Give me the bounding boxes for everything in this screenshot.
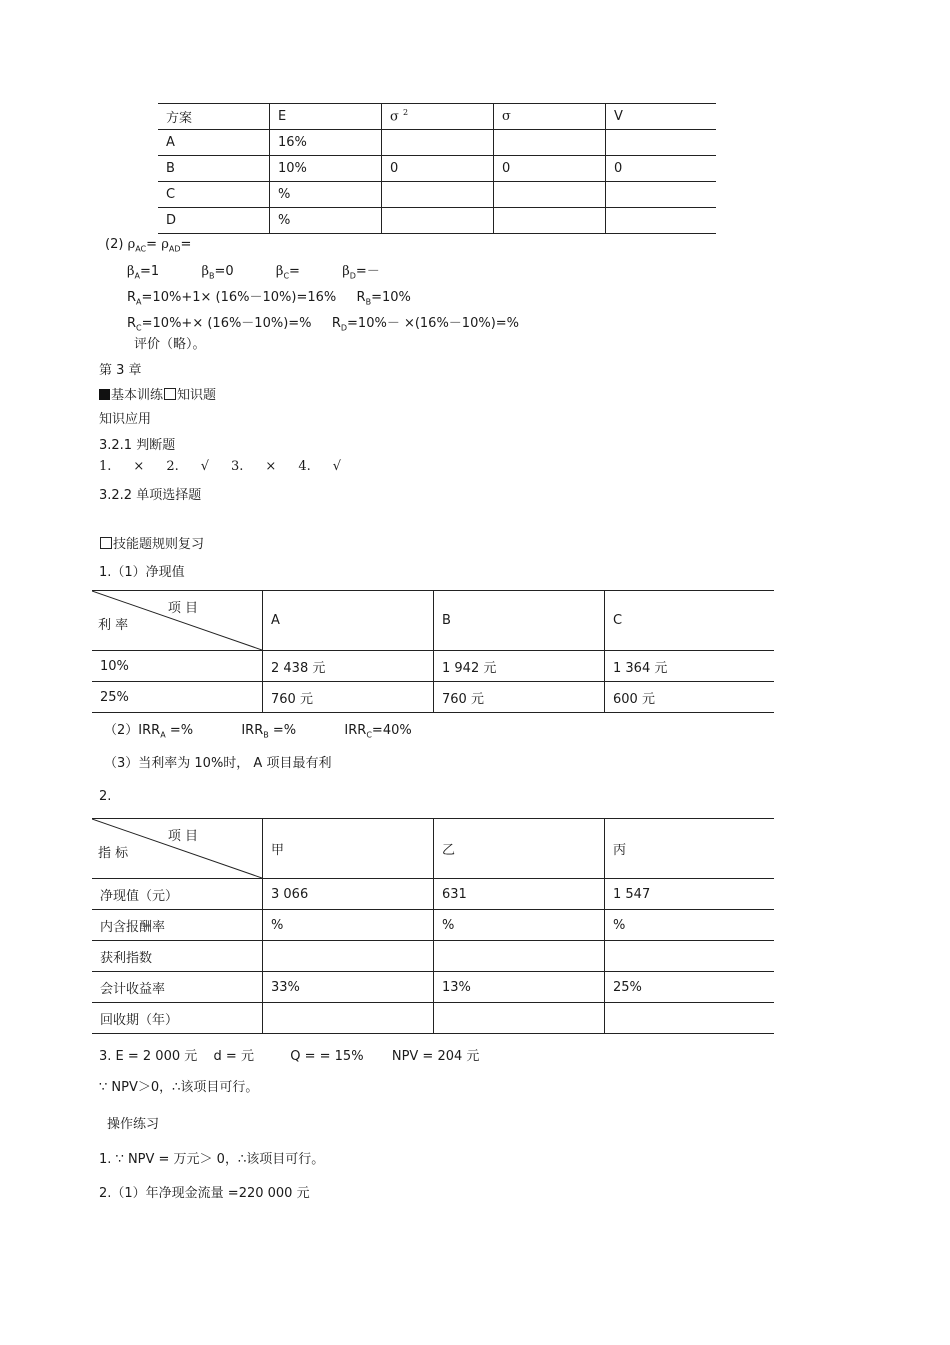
table-cell bbox=[606, 182, 717, 208]
beta-value: =1 bbox=[140, 264, 160, 279]
equals: = bbox=[146, 237, 158, 252]
question-2-number: 2. bbox=[99, 789, 112, 804]
table-cell: 25% bbox=[605, 972, 775, 1003]
subscript: C bbox=[366, 730, 372, 740]
header-cell: C bbox=[605, 591, 775, 651]
table-row bbox=[158, 130, 716, 156]
question-1-3: （3）当利率为 10%时， A 项目最有利 bbox=[104, 756, 332, 771]
beta-symbol: β bbox=[342, 264, 350, 279]
table-row bbox=[158, 156, 716, 182]
formula: =10%－ ×(16%－10%)=% bbox=[347, 316, 520, 331]
corner-bottom-label: 利 率 bbox=[98, 618, 129, 633]
table-cell bbox=[263, 1003, 434, 1034]
table-row bbox=[158, 208, 716, 234]
table-cell: 0 bbox=[494, 156, 606, 182]
r-symbol: R bbox=[127, 316, 137, 331]
subscript: C bbox=[136, 323, 142, 333]
table-cell: 回收期（年） bbox=[92, 1003, 263, 1034]
q3-part: 3. E = 2 000 元 bbox=[99, 1049, 198, 1064]
table-cell bbox=[382, 182, 494, 208]
section-3-2-2: 3.2.2 单项选择题 bbox=[99, 488, 202, 503]
beta-value: =0 bbox=[214, 264, 234, 279]
irr-label: IRR bbox=[138, 723, 161, 738]
basic-training-heading bbox=[99, 384, 216, 403]
indicator-table bbox=[92, 818, 774, 1034]
table-cell bbox=[263, 941, 434, 972]
answer-number: 2. bbox=[166, 459, 179, 474]
answer-mark: × bbox=[133, 459, 145, 474]
table-cell: 25% bbox=[92, 682, 263, 713]
header-cell: 乙 bbox=[434, 819, 605, 879]
table-cell bbox=[494, 130, 606, 156]
irr-value: =% bbox=[272, 723, 297, 738]
table-cell: 0 bbox=[606, 156, 717, 182]
item-number: （2） bbox=[104, 723, 139, 738]
item-number: (2) bbox=[105, 237, 124, 252]
table-cell: 1 942 元 bbox=[434, 651, 605, 682]
table-cell: 16% bbox=[270, 130, 382, 156]
table-cell: 760 元 bbox=[263, 682, 434, 713]
skill-review-heading bbox=[99, 533, 204, 552]
subscript: A bbox=[160, 730, 166, 740]
sigma-label: σ bbox=[390, 109, 399, 125]
answer-mark: × bbox=[265, 459, 277, 474]
empty-square-icon bbox=[164, 388, 176, 400]
answer-number: 3. bbox=[231, 459, 244, 474]
table-cell: 1 547 bbox=[605, 879, 775, 910]
subscript: AC bbox=[135, 244, 147, 254]
equals: = bbox=[180, 237, 192, 252]
table-cell: 2 438 元 bbox=[263, 651, 434, 682]
r-symbol: R bbox=[331, 316, 341, 331]
answer-number: 4. bbox=[298, 459, 311, 474]
table-row bbox=[92, 651, 774, 682]
table-row bbox=[158, 182, 716, 208]
table-row bbox=[92, 941, 774, 972]
table-cell bbox=[382, 208, 494, 234]
table-row bbox=[92, 910, 774, 941]
subscript: D bbox=[349, 271, 356, 281]
table-cell: % bbox=[605, 910, 775, 941]
subscript: B bbox=[263, 730, 269, 740]
table-cell bbox=[382, 130, 494, 156]
table-cell: % bbox=[270, 182, 382, 208]
header-cell: A bbox=[263, 591, 434, 651]
rho-line bbox=[105, 237, 191, 254]
table-row bbox=[92, 1003, 774, 1034]
table-cell: 1 364 元 bbox=[605, 651, 775, 682]
true-false-answers bbox=[99, 459, 341, 474]
q3-part: NPV = 204 元 bbox=[391, 1049, 480, 1064]
table-cell: A bbox=[158, 130, 270, 156]
table-cell: 760 元 bbox=[434, 682, 605, 713]
subscript: B bbox=[208, 271, 215, 281]
subscript: D bbox=[340, 323, 348, 333]
table-cell bbox=[605, 1003, 775, 1034]
question-1-title: 1.（1）净现值 bbox=[99, 565, 185, 580]
evaluation-text: 评价（略）。 bbox=[134, 337, 206, 352]
header-cell: 方案 bbox=[158, 104, 270, 130]
irr-value: =% bbox=[169, 723, 194, 738]
section-3-2-1: 3.2.1 判断题 bbox=[99, 438, 176, 453]
subscript: C bbox=[283, 271, 290, 281]
header-cell: 丙 bbox=[605, 819, 775, 879]
header-cell bbox=[382, 104, 494, 130]
diagonal-header-cell bbox=[92, 591, 263, 651]
formula: =10%+× (16%－10%)=% bbox=[141, 316, 312, 331]
heading-text: 知识题 bbox=[177, 388, 217, 403]
subscript: A bbox=[134, 271, 140, 281]
table-cell: D bbox=[158, 208, 270, 234]
table-cell: % bbox=[270, 208, 382, 234]
table-cell: 0 bbox=[382, 156, 494, 182]
table-cell bbox=[434, 1003, 605, 1034]
table-cell: B bbox=[158, 156, 270, 182]
r-symbol: R bbox=[127, 290, 137, 305]
table-cell: 600 元 bbox=[605, 682, 775, 713]
table-cell: 净现值（元） bbox=[92, 879, 263, 910]
table-cell bbox=[606, 208, 717, 234]
filled-square-icon bbox=[99, 389, 110, 400]
beta-value: = bbox=[289, 264, 300, 279]
beta-value: =－ bbox=[355, 264, 380, 279]
corner-top-label: 项 目 bbox=[167, 601, 198, 616]
answer-mark: √ bbox=[200, 459, 210, 474]
irr-label: IRR bbox=[344, 723, 367, 738]
q3-part: d = 元 bbox=[213, 1049, 254, 1064]
rho-symbol: ρ bbox=[127, 237, 136, 252]
beta-symbol: β bbox=[275, 264, 284, 279]
table-row bbox=[92, 972, 774, 1003]
table-header-row bbox=[92, 819, 774, 879]
table-row bbox=[92, 682, 774, 713]
header-cell: 甲 bbox=[263, 819, 434, 879]
diagonal-header-cell bbox=[92, 819, 263, 879]
answer-mark: √ bbox=[332, 459, 342, 474]
header-cell: B bbox=[434, 591, 605, 651]
table-cell bbox=[434, 941, 605, 972]
table-header-row bbox=[158, 104, 716, 130]
header-cell: E bbox=[270, 104, 382, 130]
table-cell bbox=[494, 182, 606, 208]
rho-symbol: ρ bbox=[161, 237, 169, 252]
question-3-conclusion: ∵ NPV＞0，∴该项目可行。 bbox=[99, 1080, 259, 1095]
header-cell: V bbox=[606, 104, 717, 130]
subscript: B bbox=[365, 297, 372, 307]
table-cell bbox=[605, 941, 775, 972]
r-symbol: R bbox=[356, 290, 366, 305]
subscript: AD bbox=[168, 244, 181, 254]
return-a-line bbox=[127, 286, 411, 307]
answer-number: 1. bbox=[99, 459, 112, 474]
table-cell: % bbox=[263, 910, 434, 941]
operation-1: 1. ∵ NPV = 万元＞ 0，∴该项目可行。 bbox=[99, 1152, 325, 1167]
return-c-line bbox=[127, 312, 519, 333]
empty-square-icon bbox=[100, 537, 112, 549]
table-cell: 内含报酬率 bbox=[92, 910, 263, 941]
table-cell: 10% bbox=[270, 156, 382, 182]
irr-label: IRR bbox=[241, 723, 264, 738]
knowledge-application: 知识应用 bbox=[99, 412, 152, 427]
corner-top-label: 项 目 bbox=[167, 829, 198, 844]
table-cell: 获利指数 bbox=[92, 941, 263, 972]
table-cell bbox=[494, 208, 606, 234]
formula: =10%+1× (16%－10%)=16% bbox=[141, 290, 337, 305]
heading-text: 基本训练 bbox=[111, 388, 164, 403]
beta-line bbox=[127, 260, 380, 281]
operation-2: 2.（1）年净现金流量 =220 000 元 bbox=[99, 1186, 310, 1201]
table-row bbox=[92, 879, 774, 910]
table-cell: 13% bbox=[434, 972, 605, 1003]
irr-line bbox=[104, 719, 412, 740]
table-cell: 10% bbox=[92, 651, 263, 682]
operations-heading: 操作练习 bbox=[107, 1117, 160, 1132]
corner-bottom-label: 指 标 bbox=[98, 846, 129, 861]
header-cell: σ bbox=[494, 104, 606, 130]
superscript: 2 bbox=[403, 108, 409, 118]
table-cell: 会计收益率 bbox=[92, 972, 263, 1003]
table-cell: 631 bbox=[434, 879, 605, 910]
chapter-heading: 第 3 章 bbox=[99, 363, 142, 378]
subscript: A bbox=[136, 297, 142, 307]
table-cell: % bbox=[434, 910, 605, 941]
beta-symbol: β bbox=[201, 264, 209, 279]
table-cell: C bbox=[158, 182, 270, 208]
risk-table bbox=[158, 103, 716, 234]
table-cell: 33% bbox=[263, 972, 434, 1003]
beta-symbol: β bbox=[127, 264, 135, 279]
formula: =10% bbox=[371, 290, 411, 305]
table-cell bbox=[606, 130, 717, 156]
table-cell: 3 066 bbox=[263, 879, 434, 910]
table-header-row bbox=[92, 591, 774, 651]
question-3-line bbox=[99, 1045, 479, 1064]
irr-value: =40% bbox=[371, 723, 412, 738]
q3-part: Q = = 15% bbox=[290, 1049, 364, 1064]
heading-text: 技能题规则复习 bbox=[113, 537, 205, 552]
npv-table bbox=[92, 590, 774, 713]
